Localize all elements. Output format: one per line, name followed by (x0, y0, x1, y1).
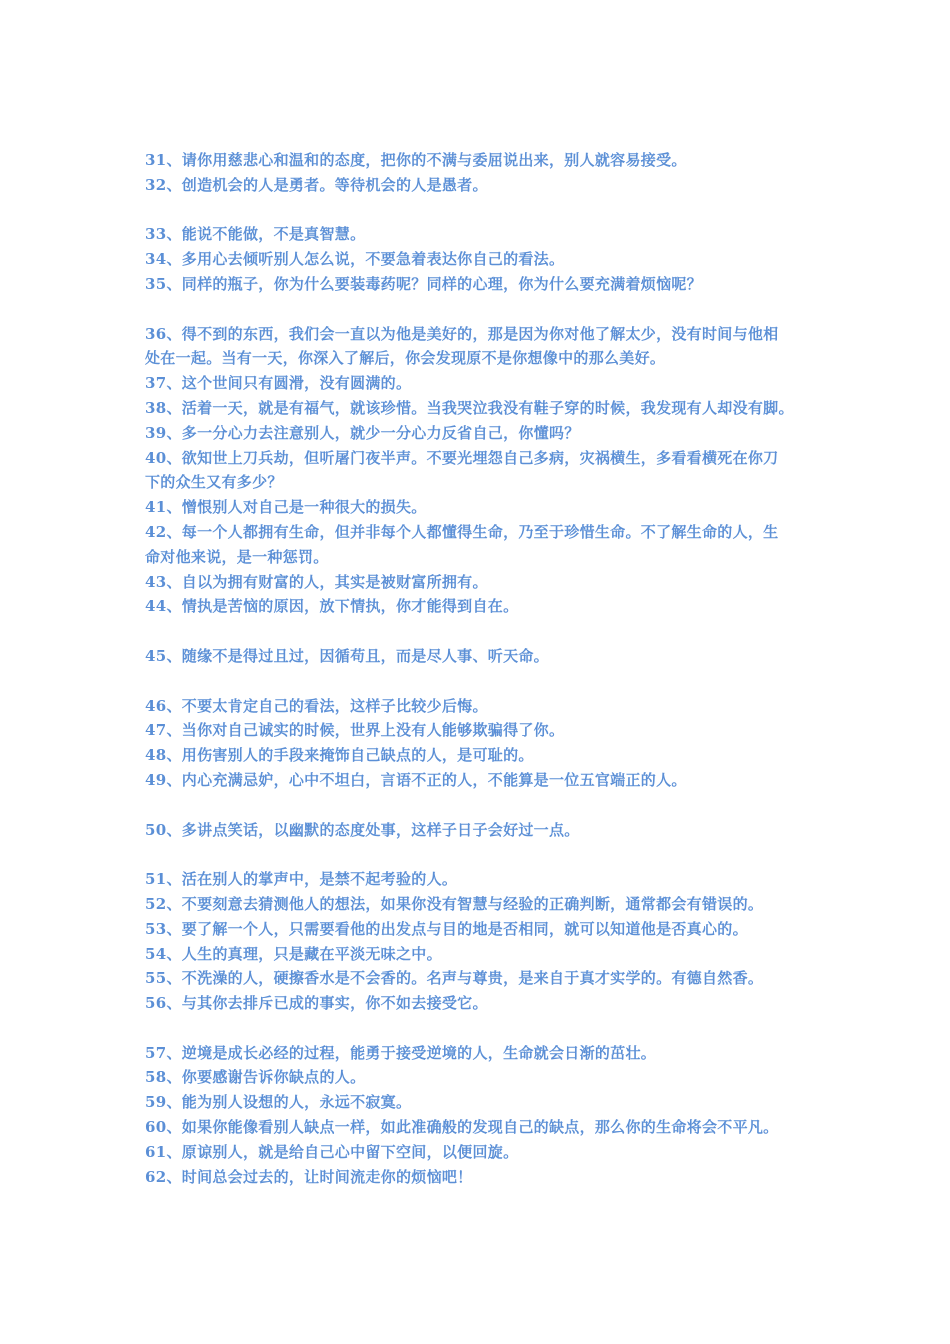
quote-line: 38、活着一天，就是有福气，就该珍惜。当我哭泣我没有鞋子穿的时候，我发现有人却没有脚。 (145, 398, 794, 417)
quote-line: 命对他来说，是一种惩罚。 (145, 547, 329, 566)
quote-line: 36、得不到的东西，我们会一直以为他是美好的，那是因为你对他了解太少，没有时间与他相 (145, 324, 779, 343)
quote-line: 37、这个世间只有圆滑，没有圆满的。 (145, 374, 412, 393)
quote-line: 62、时间总会过去的，让时间流走你的烦恼吧！ (145, 1167, 473, 1186)
quote-line: 32、创造机会的人是勇者。等待机会的人是愚者。 (145, 175, 488, 194)
quote-line: 42、每一个人都拥有生命，但并非每个人都懂得生命，乃至于珍惜生命。不了解生命的人，生 (145, 522, 779, 541)
quote-line: 59、能为别人设想的人，永远不寂寞。 (145, 1093, 412, 1112)
quote-line: 51、活在别人的掌声中，是禁不起考验的人。 (145, 870, 458, 889)
quote-line: 41、憎恨别人对自己是一种很大的损失。 (145, 498, 427, 517)
quote-line: 58、你要感谢告诉你缺点的人。 (145, 1068, 366, 1087)
quote-line: 60、如果你能像看别人缺点一样，如此准确般的发现自己的缺点，那么你的生命将会不平凡。 (145, 1118, 779, 1137)
quote-line: 35、同样的瓶子，你为什么要装毒药呢？同样的心理，你为什么要充满着烦恼呢？ (145, 274, 702, 293)
quote-line: 34、多用心去倾听别人怎么说，不要急着表达你自己的看法。 (145, 250, 565, 269)
quote-line: 50、多讲点笑话，以幽默的态度处事，这样子日子会好过一点。 (145, 820, 580, 839)
quote-line: 54、人生的真理，只是藏在平淡无味之中。 (145, 944, 442, 963)
blank-line (145, 793, 815, 818)
blank-line (145, 1016, 815, 1041)
quote-line: 53、要了解一个人，只需要看他的出发点与目的地是否相同，就可以知道他是否真心的。 (145, 919, 748, 938)
quote-line: 40、欲知世上刀兵劫，但听屠门夜半声。不要光埋怨自己多病，灾祸横生，多看看横死在你刀 (145, 448, 779, 467)
blank-line (145, 669, 815, 694)
quote-line: 56、与其你去排斥已成的事实，你不如去接受它。 (145, 994, 488, 1013)
quote-line: 39、多一分心力去注意别人，就少一分心力反省自己，你懂吗？ (145, 423, 580, 442)
quote-line: 48、用伤害别人的手段来掩饰自己缺点的人，是可耻的。 (145, 746, 534, 765)
quote-line: 52、不要刻意去猜测他人的想法，如果你没有智慧与经验的正确判断，通常都会有错误的。 (145, 894, 764, 913)
quote-line: 61、原谅别人，就是给自己心中留下空间，以便回旋。 (145, 1142, 519, 1161)
quote-line: 43、自以为拥有财富的人，其实是被财富所拥有。 (145, 572, 488, 591)
blank-line (145, 619, 815, 644)
quote-line: 57、逆境是成长必经的过程，能勇于接受逆境的人，生命就会日渐的茁壮。 (145, 1043, 657, 1062)
quote-line: 44、情执是苦恼的原因，放下情执，你才能得到自在。 (145, 597, 519, 616)
quote-line: 49、内心充满忌妒，心中不坦白，言语不正的人，不能算是一位五官端正的人。 (145, 770, 687, 789)
quote-line: 47、当你对自己诚实的时候，世界上没有人能够欺骗得了你。 (145, 721, 565, 740)
quote-line: 45、随缘不是得过且过，因循苟且，而是尽人事、听天命。 (145, 646, 549, 665)
quote-line: 31、请你用慈悲心和温和的态度，把你的不满与委屈说出来，别人就容易接受。 (145, 151, 687, 169)
blank-line (145, 842, 815, 867)
quote-line: 下的众生又有多少？ (145, 473, 283, 492)
blank-line (145, 297, 815, 322)
quote-line: 46、不要太肯定自己的看法，这样子比较少后悔。 (145, 696, 488, 715)
blank-line (145, 198, 815, 223)
quote-line: 33、能说不能做，不是真智慧。 (145, 225, 366, 244)
quote-line: 处在一起。当有一天，你深入了解后，你会发现原不是你想像中的那么美好。 (145, 349, 666, 368)
quote-list (145, 148, 815, 1189)
quote-line: 55、不洗澡的人，硬擦香水是不会香的。名声与尊贵，是来自于真才实学的。有德自然香。 (145, 969, 764, 988)
